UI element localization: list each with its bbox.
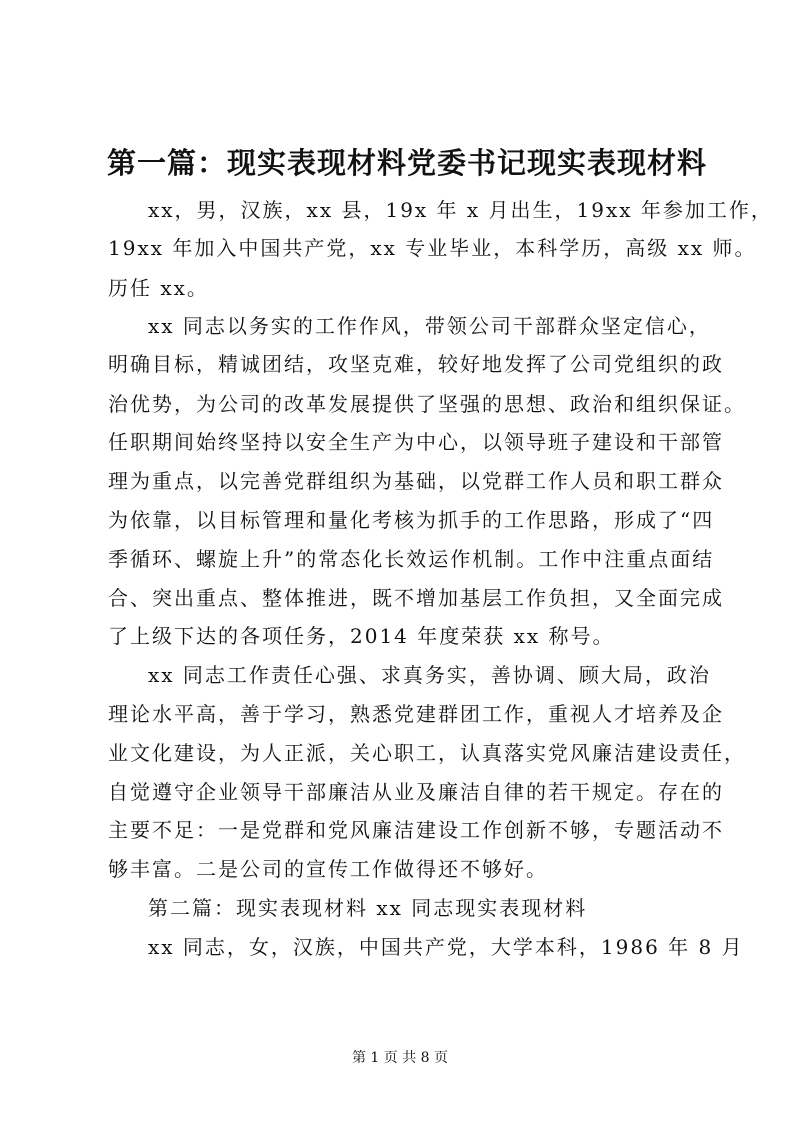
body-line: 合、突出重点、整体推进，既不增加基层工作负担，又全面完成 <box>108 586 724 610</box>
body-line: 够丰富。二是公司的宣传工作做得还不够好。 <box>108 857 548 881</box>
body-line: 理为重点，以完善党群组织为基础，以党群工作人员和职工群众 <box>108 469 724 493</box>
body-line: 治优势，为公司的改革发展提供了坚强的思想、政治和组织保证。 <box>108 392 746 416</box>
body-line: 任职期间始终坚持以安全生产为中心，以领导班子建设和干部管 <box>108 430 724 454</box>
section-heading: 第二篇：现实表现材料 xx 同志现实表现材料 <box>148 896 588 920</box>
body-line: 理论水平高，善于学习，熟悉党建群团工作，重视人才培养及企 <box>108 702 724 726</box>
body-line: 主要不足：一是党群和党风廉洁建设工作创新不够，专题活动不 <box>108 818 724 842</box>
body-line: xx 同志以务实的工作作风，带领公司干部群众坚定信心， <box>148 314 711 338</box>
body-line: 业文化建设，为人正派，关心职工，认真落实党风廉洁建设责任， <box>108 741 746 765</box>
body-line: 19xx 年加入中国共产党，xx 专业毕业，本科学历，高级 xx 师。 <box>108 236 757 260</box>
body-line: 历任 xx。 <box>108 276 209 300</box>
body-line: 季循环、螺旋上升”的常态化长效运作机制。工作中注重点面结 <box>108 547 715 571</box>
body-line: 自觉遵守企业领导干部廉洁从业及廉洁自律的若干规定。存在的 <box>108 780 724 804</box>
page-number: 第 1 页 共 8 页 <box>351 1050 449 1066</box>
body-line: 为依靠，以目标管理和量化考核为抓手的工作思路，形成了“四 <box>108 508 715 532</box>
body-line: xx 同志工作责任心强、求真务实，善协调、顾大局，政治 <box>148 663 711 687</box>
body-line: xx，男，汉族，xx 县，19x 年 x 月出生，19xx 年参加工作， <box>148 198 773 222</box>
body-line: xx 同志，女，汉族，中国共产党，大学本科，1986 年 8 月 <box>148 935 744 959</box>
document-title: 第一篇：现实表现材料党委书记现实表现材料 <box>107 146 708 180</box>
body-line: 明确目标，精诚团结，攻坚克难，较好地发挥了公司党组织的政 <box>108 352 724 376</box>
body-line: 了上级下达的各项任务，2014 年度荣获 xx 称号。 <box>108 624 615 648</box>
